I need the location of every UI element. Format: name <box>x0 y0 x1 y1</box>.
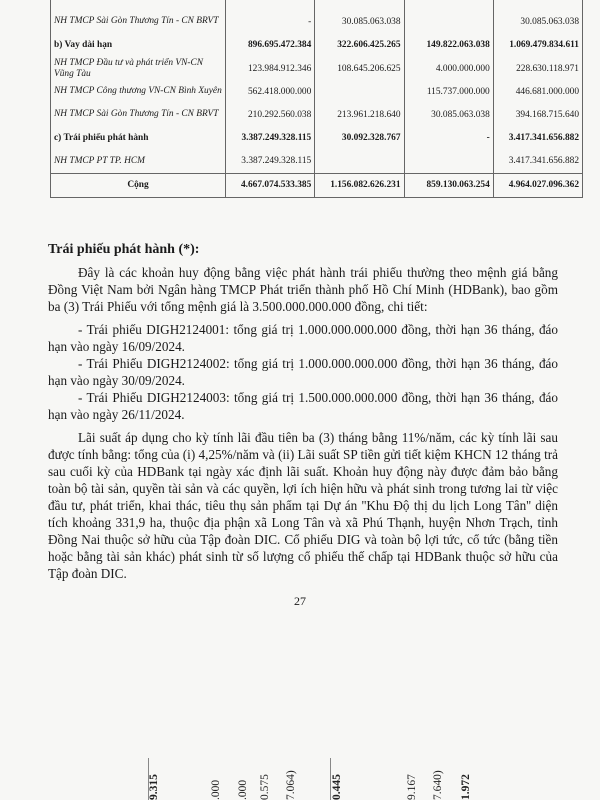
amount-cell <box>404 10 493 33</box>
amount-cell: 3.417.341.656.882 <box>493 150 582 173</box>
row-label: b) Vay dài hạn <box>51 33 226 57</box>
next-page-fragment: 9.315 <box>148 774 160 800</box>
amount-cell <box>404 0 493 10</box>
amount-cell: 210.292.560.038 <box>226 103 315 126</box>
amount-cell: 1.069.479.834.611 <box>493 33 582 57</box>
amount-cell: 859.130.063.254 <box>404 173 493 197</box>
amount-cell: 394.168.715.640 <box>493 103 582 126</box>
amount-cell: 108.645.206.625 <box>315 57 404 80</box>
amount-cell: 446.681.000.000 <box>493 80 582 103</box>
group-row <box>51 33 583 57</box>
next-page-fragment: .000 <box>210 779 222 800</box>
amount-cell: 30.085.063.038 <box>315 10 404 33</box>
row-label: NH TMCP Đầu tư và phát triển VN-CN Vũng Tàu <box>51 57 226 80</box>
amount-cell: 4.964.027.096.362 <box>493 173 582 197</box>
row-label: NH TMCP PT TP. HCM <box>51 150 226 173</box>
page-number: 27 <box>294 594 306 608</box>
amount-cell: 115.737.000.000 <box>404 80 493 103</box>
bond-item-1: - Trái phiếu DIGH2124001: tổng giá trị 1.000.000.000.000 đồng, thời hạn 36 tháng, đáo hạn vào ngày 16/09/2024. <box>48 322 558 354</box>
amount-cell <box>226 0 315 10</box>
amount-cell: - <box>404 126 493 150</box>
amount-cell <box>315 150 404 173</box>
section-heading: Trái phiếu phát hành (*): <box>48 242 200 257</box>
next-page-fragment: .000 <box>237 779 249 800</box>
amount-cell: 30.092.328.767 <box>315 126 404 150</box>
amount-cell: 228.630.118.971 <box>493 57 582 80</box>
amount-cell: 4.667.074.533.385 <box>226 173 315 197</box>
row-label: Cộng <box>51 173 226 197</box>
amount-cell <box>404 150 493 173</box>
amount-cell: 562.418.000.000 <box>226 80 315 103</box>
total-row <box>51 173 583 197</box>
interest-paragraph: Lãi suất áp dụng cho kỳ tính lãi đầu tiên ba (3) tháng bằng 11%/năm, các kỳ tính lãi sau được tính bằng: tổng của (i) 4,25%/năm và (ii) Lãi suất SP tiền gửi tiết kiệm KHCN 12 tháng trả sau cuối kỳ của HDBank tại ngày xác định lãi suất. Khoản huy động này được đảm bảo bằng toàn bộ tài sản, quyền tài sản và các quyền, lợi ích hiện hữu và phát sinh trong tương lai từ việc đầu tư, phát triển, khai thác, tiêu thụ sản phẩm tại Dự án ''Khu Độ thị du lịch Long Tân'' diện tích khoảng 331,9 ha, thuộc địa phận xã Long Tân và xã Phú Thạnh, huyện Nhơn Trạch, tỉnh Đồng Nai thuộc sở hữu của Tập đoàn DIC. Cổ phiếu DIG và toàn bộ lợi tức, cổ tức (bằng tiền hoặc bằng tài sản khác) phát sinh từ số lượng cổ phiếu thế chấp tại HDBank thuộc sở hữu của Tập đoàn DIC. <box>48 430 558 581</box>
amount-cell: 4.000.000.000 <box>404 57 493 80</box>
next-page-fragment: 9.167 <box>406 774 418 800</box>
next-page-fragment: 7.640) <box>432 770 444 800</box>
amount-cell <box>315 0 404 10</box>
row-label: c) Trái phiếu phát hành <box>51 126 226 150</box>
amount-cell: 3.387.249.328.115 <box>226 126 315 150</box>
amount-cell: 896.695.472.384 <box>226 33 315 57</box>
amount-cell: 123.984.912.346 <box>226 57 315 80</box>
row-label: NH TMCP Công thương VN-CN Bình Xuyên <box>51 80 226 103</box>
bond-item-3: - Trái Phiếu DIGH2124003: tổng giá trị 1.500.000.000.000 đồng, thời hạn 36 tháng, đáo hạn vào ngày 26/11/2024. <box>48 390 558 422</box>
amount-cell <box>315 80 404 103</box>
row-label <box>51 0 226 10</box>
table-row <box>51 103 583 126</box>
table-row <box>51 57 583 80</box>
table-row <box>51 10 583 33</box>
row-label: NH TMCP Sài Gòn Thương Tín - CN BRVT <box>51 103 226 126</box>
next-page-fragment: 7.064) <box>285 770 297 800</box>
table-row <box>51 80 583 103</box>
amount-cell: 322.606.425.265 <box>315 33 404 57</box>
amount-cell <box>493 0 582 10</box>
amount-cell: 149.822.063.038 <box>404 33 493 57</box>
row-label: NH TMCP Sài Gòn Thương Tín - CN BRVT <box>51 10 226 33</box>
amount-cell: 30.085.063.038 <box>404 103 493 126</box>
next-page-fragment: 1.972 <box>460 774 472 800</box>
amount-cell: 3.417.341.656.882 <box>493 126 582 150</box>
intro-paragraph: Đây là các khoản huy động bằng việc phát hành trái phiếu thường theo mệnh giá bằng Đồng Việt Nam bởi Ngân hàng TMCP Phát triển thành phố Hồ Chí Minh (HDBank), bao gồm ba (3) Trái Phiếu với tổng mệnh giá là 3.500.000.000.000 đồng, chi tiết: <box>48 265 558 314</box>
amount-cell: - <box>226 10 315 33</box>
group-row <box>51 126 583 150</box>
bond-item-2: - Trái Phiếu DIGH2124002: tổng giá trị 1.000.000.000.000 đồng, thời hạn 36 tháng, đáo hạn vào ngày 30/09/2024. <box>48 356 558 388</box>
debt-table <box>50 0 583 198</box>
amount-cell: 30.085.063.038 <box>493 10 582 33</box>
table-row <box>51 150 583 173</box>
next-page-fragment: 0.575 <box>259 774 271 800</box>
amount-cell: 1.156.082.626.231 <box>315 173 404 197</box>
amount-cell: 3.387.249.328.115 <box>226 150 315 173</box>
table-row <box>51 0 583 10</box>
next-page-fragment: 0.445 <box>331 774 343 800</box>
amount-cell: 213.961.218.640 <box>315 103 404 126</box>
